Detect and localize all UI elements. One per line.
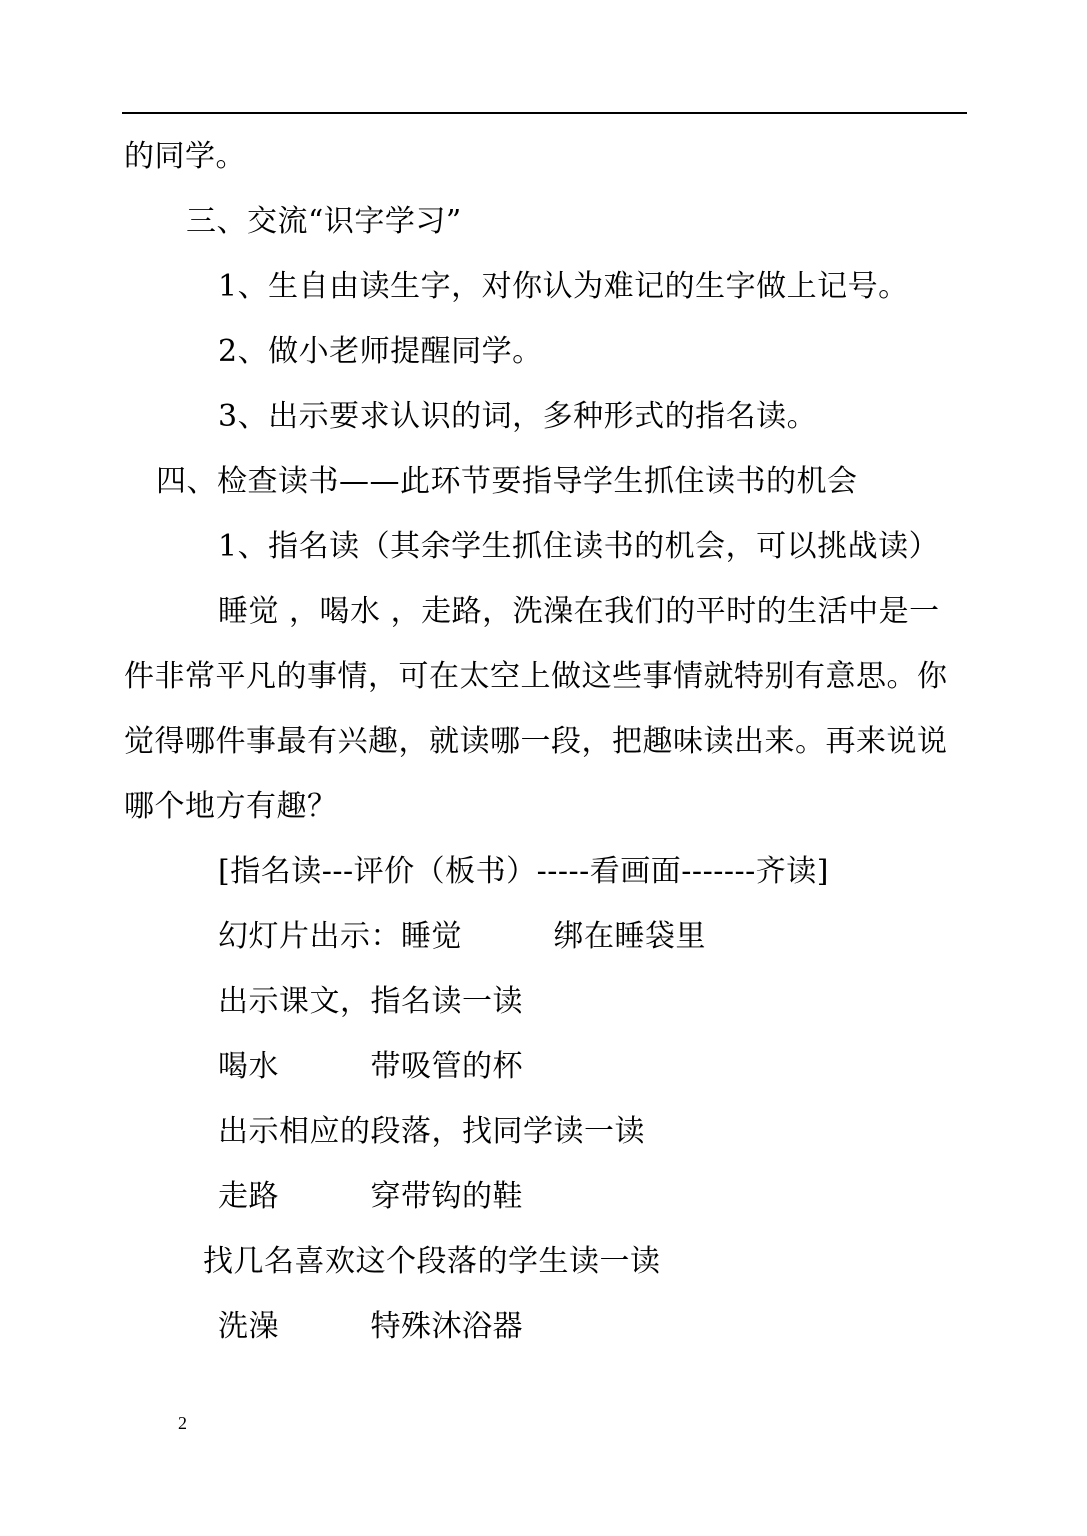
- text-line: 喝水 带吸管的杯: [218, 1049, 523, 1084]
- text-line: 1、指名读（其余学生抓住读书的机会，可以挑战读）: [218, 529, 940, 564]
- paragraph-line: 睡觉 ，喝水 ，走路，洗澡在我们的平时的生活中是一: [218, 594, 940, 629]
- paragraph-line: 件非常平凡的事情，可在太空上做这些事情就特别有意思。你: [124, 659, 948, 694]
- section-heading: 四、检查读书——此环节要指导学生抓住读书的机会: [156, 464, 858, 499]
- header-rule: [122, 112, 967, 114]
- text-line: 3、出示要求认识的词，多种形式的指名读。: [218, 399, 818, 434]
- text-line: 的同学。: [124, 139, 246, 174]
- text-line: 走路 穿带钩的鞋: [218, 1179, 523, 1214]
- text-line: 洗澡 特殊沐浴器: [218, 1309, 523, 1344]
- text-line: 幻灯片出示：睡觉 绑在睡袋里: [218, 919, 706, 954]
- text-line: [指名读---评价（板书）-----看画面-------齐读]: [218, 854, 829, 889]
- text-line: 出示课文，指名读一读: [218, 984, 523, 1019]
- text-line: 2、做小老师提醒同学。: [218, 334, 543, 369]
- text-line: 1、生自由读生字，对你认为难记的生字做上记号。: [218, 269, 909, 304]
- text-line: 找几名喜欢这个段落的学生读一读: [203, 1244, 661, 1279]
- text-line: 出示相应的段落，找同学读一读: [218, 1114, 645, 1149]
- section-heading: 三、交流“识字学习”: [186, 204, 462, 239]
- page-number: 2: [178, 1413, 187, 1433]
- paragraph-line: 哪个地方有趣？: [124, 789, 338, 824]
- paragraph-line: 觉得哪件事最有兴趣，就读哪一段，把趣味读出来。再来说说: [124, 724, 948, 759]
